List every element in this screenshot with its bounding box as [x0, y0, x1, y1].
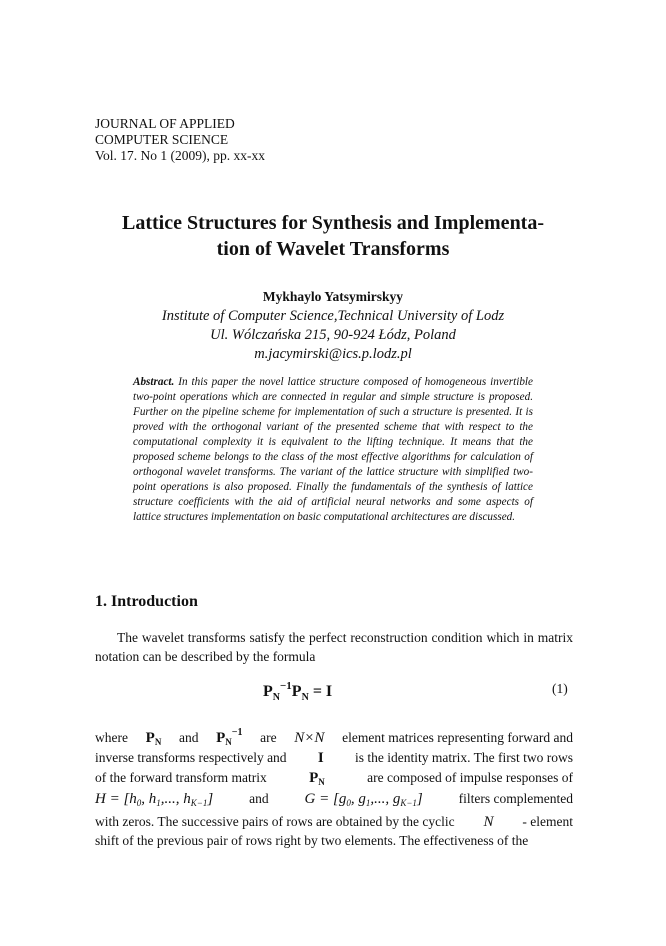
journal-name-line1: JOURNAL OF APPLIED — [95, 116, 235, 131]
journal-name-line2: COMPUTER SCIENCE — [95, 132, 229, 147]
author-name: Mykhaylo Yatsymirskyy — [262, 289, 404, 304]
text-line: shift of the previous pair of rows right by two elements. The effectiveness of the — [95, 833, 529, 848]
equation-number: (1) — [552, 681, 568, 696]
text-line: inverse transforms respectively and I is the identity matrix. The first two rows — [95, 750, 573, 766]
journal-volume: Vol. 17. No 1 (2009), pp. xx-xx — [95, 148, 265, 163]
journal-header — [95, 116, 265, 164]
title-line1: Lattice Structures for Synthesis and Implementa- — [121, 212, 545, 234]
abstract-label: Abstract. — [133, 376, 175, 388]
author-email: m.jacymirski@ics.p.lodz.pl — [254, 346, 412, 362]
equation-1: $P_N^{-1}P_N = I$ — [263, 680, 333, 703]
abstract — [133, 375, 533, 525]
text-line: $H = [h_0$, $h_1$,..., $h_{K-1}$] and $G = [g_0$, $g_1$,..., $g_{K-1}$] filters complemented — [95, 791, 573, 808]
affiliation-institute: Institute of Computer Science,Technical University of Lodz — [161, 308, 505, 324]
affiliation-address: Ul. Wólczańska 215, 90-924 Łódz, Poland — [210, 327, 456, 343]
title-line2: tion of Wavelet Transforms — [216, 238, 450, 260]
text-line: with zeros. The successive pairs of rows are obtained by the cyclic N - element — [95, 814, 573, 830]
text-line: where $P_N$ and $P_N^{-1}$ are N×N element matrices representing forward and — [95, 727, 573, 747]
section-heading: 1. Introduction — [95, 593, 198, 610]
abstract-text: In this paper the novel lattice structure composed of homogeneous invertible two-point operations which are connected in regular and simple structure is proposed. Further on the pipeline scheme for implementation of such a structure is presented. It is proved with the orthogonal variant of the presented scheme that with respect to the computational complexity it is equivalent to the lifting technique. It means that the proposed scheme belongs to the class of the most effective algorithms for calculation of orthogonal wavelet transforms. The variant of the lattice structure with simplified two-point operations is also proposed. Finally the fundamentals of the synthesis of lattice structure coefficients with the aid of artificial neural networks and some aspects of lattice structures implementation on basic computational architectures are discussed. — [133, 376, 534, 523]
text-line: of the forward transform matrix $P_N$ are composed of impulse responses of — [95, 770, 573, 787]
paper-title — [60, 210, 606, 262]
intro-paragraph: The wavelet transforms satisfy the perfect reconstruction condition which in matrix notation can be described by the formula — [95, 630, 573, 664]
affiliation — [60, 307, 606, 364]
